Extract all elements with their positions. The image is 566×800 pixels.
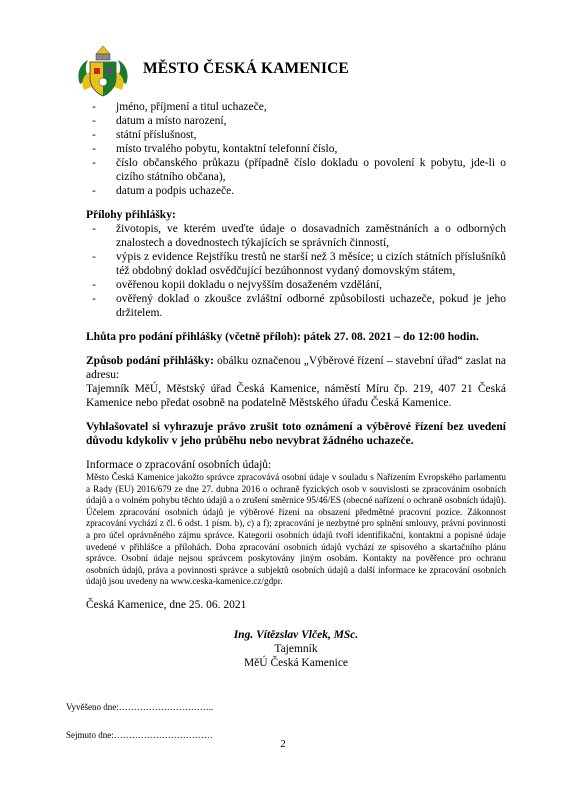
list-item: - číslo občanského průkazu (případně číslo dokladu o povolení k pobytu, jde-li o cizího státního občana),	[86, 156, 506, 184]
document-body	[66, 100, 506, 742]
place-and-date: Česká Kamenice, dne 25. 06. 2021	[86, 598, 247, 611]
list-item: - datum a místo narození,	[86, 114, 506, 128]
attachments-list	[86, 222, 506, 320]
list-item: - životopis, ve kterém uveďte údaje o dosavadních zaměstnáních a o odborných znalostech a dovednostech týkajících se správních činností,	[86, 222, 506, 250]
submission-text: obálku označenou „Výběrové řízení – stavební úřad“ zaslat na adresu:	[86, 355, 506, 381]
application-deadline: Lhůta pro podání přihlášky (včetně příloh): pátek 27. 08. 2021 – do 12:00 hodin.	[86, 331, 479, 343]
reservation-notice: Vyhlašovatel si vyhrazuje právo zrušit toto oznámení a výběrové řízení bez uvedení důvodu kdykoliv v jeho průběhu nebo nevybrat žádného uchazeče.	[86, 421, 506, 447]
list-item: - ověřenou kopii dokladu o nejvyšším dosaženém vzdělání,	[86, 278, 506, 292]
list-item: - datum a podpis uchazeče.	[86, 184, 506, 198]
gdpr-title: Informace o zpracování osobních údajů:	[86, 459, 272, 471]
submission-method	[86, 354, 506, 382]
signatory-name: Ing. Vítězslav Vlček, MSc.	[233, 628, 359, 641]
list-item: - státní příslušnost,	[86, 128, 506, 142]
list-item: - výpis z evidence Rejstříku trestů ne starší než 3 měsíce; u cizích státních příslušníků též obdobný doklad osvědčující bezúhonnost vydaný domovským státem,	[86, 250, 506, 278]
submission-label: Způsob podání přihlášky:	[86, 355, 214, 367]
posted-date-line: Vyvěšeno dne:…………………………..	[66, 701, 214, 712]
list-item: - místo trvalého pobytu, kontaktní telefonní číslo,	[86, 142, 506, 156]
requirements-list	[86, 100, 506, 198]
submission-address: Tajemník MěÚ, Městský úřad Česká Kamenice, náměstí Míru čp. 219, 407 21 Česká Kamenice nebo předat osobně na podatelně Městského úřadu Česká Kamenice.	[86, 383, 506, 409]
signatory-role: Tajemník	[274, 642, 318, 655]
signatory-office: MěÚ Česká Kamenice	[243, 656, 349, 669]
signature-block	[86, 628, 506, 670]
removed-date-line: Sejmuto dne:……………………………	[66, 729, 213, 740]
page-number: 2	[280, 738, 286, 750]
list-item: - ověřený doklad o zkoušce zvláštní odborné způsobilosti uchazeče, pokud je jeho držitelem.	[86, 292, 506, 320]
gdpr-text: Město Česká Kamenice jakožto správce zpracovává osobní údaje v souladu s Nařízením Evropského parlamentu a Rady (EU) 2016/679 ze dne 27. dubna 2016 o ochraně fyzických osob v souvislosti se zpracováním osobních údajů a o volném pohybu těchto údajů a o zrušení směrnice 95/46/ES (obecné nařízení o ochraně osobních údajů). Účelem zpracování osobních údajů je výběrové řízení na obsazení předmětné pracovní pozice. Zákonnost zpracování vychází z čl. 6 odst. 1 písm. b), c) a f); zpracování je nezbytné pro splnění smlouvy, právní povinnosti a pro účel oprávněného zájmu správce. Kategorii osobních údajů tvoří identifikační, kontaktní a popisné údaje uvedené v přihlášce a přílohách. Doba zpracování osobních údajů vychází ze spisového a skartačního plánu správce. Osobní údaje nejsou správcem poskytovány jiným osobám. Kontakty na pověřence pro ochranu osobních údajů, práva a povinnosti správce a subjektů osobních údajů a další informace ke zpracování osobních údajů jsou uvedeny na www.ceska-kamenice.cz/gdpr.	[86, 472, 506, 587]
city-title: MĚSTO ČESKÁ KAMENICE	[143, 60, 349, 77]
attachments-heading: Přílohy přihlášky:	[86, 209, 176, 221]
city-coat-of-arms-icon	[74, 44, 132, 100]
list-item: - jméno, příjmení a titul uchazeče,	[86, 100, 506, 114]
